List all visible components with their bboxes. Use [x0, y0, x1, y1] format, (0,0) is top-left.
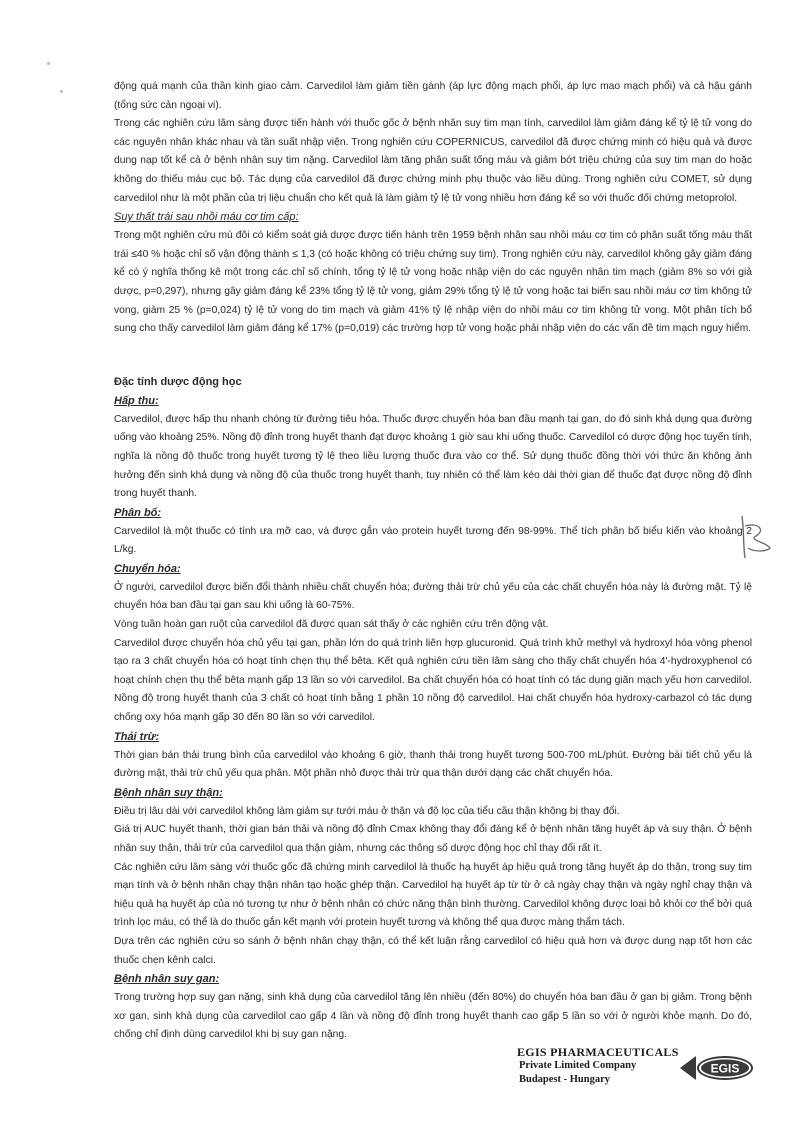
paragraph: Carvedilol là một thuốc có tính ưa mỡ cao, và được gắn vào protein huyết tương đến 98-99%. Thể tích phân bố biểu kiến vào khoảng 2 L/kg.	[114, 525, 752, 556]
paragraph: Dựa trên các nghiên cứu so sánh ở bệnh nhân chạy thận, có thể kết luận rằng carvedilol có hiệu quả hơn và được dung nạp tốt hơn các thuốc chẹn kênh calci.	[114, 935, 752, 966]
subheading-renal: Bệnh nhân suy thận:	[114, 786, 223, 799]
subheading-elimination: Thải trừ:	[114, 730, 160, 743]
subheading-distribution: Phân bố:	[114, 506, 162, 519]
company-type: Private Limited Company	[519, 1060, 637, 1071]
paragraph: Ở người, carvedilol được biến đổi thành nhiều chất chuyển hóa; đường thải trừ chủ yếu của các chất chuyển hóa này là đường mật. Tỷ lệ chuyển hóa ban đầu tại gan sau khi uống là 60-75%.	[114, 581, 752, 612]
subheading-metabolism: Chuyển hóa:	[114, 562, 181, 575]
paragraph: Carvedilol được chuyển hóa chủ yếu tại gan, phần lớn do quá trình liên hợp glucuronid. Quá trình khử methyl và hydroxyl hóa vòng phenol tạo ra 3 chất chuyển hóa có hoạt tính chẹn thụ thể bêta. Kết quả nghiên cứu tiền lâm sàng cho thấy chất chuyển hóa 4'-hydroxyphenol có hoạt chính chẹn thụ thể bêta mạnh gấp 13 lần so với carvedilol. Ba chất chuyển hóa có hoạt tính có tác dụng giãn mạch yếu hơn carvedilol. Nồng độ trong huyết thanh của 3 chất có hoạt tính bằng 1 phần 10 nồng độ carvedilol. Hai chất chuyển hóa hydroxy-carbazol có tác dụng chống oxy hóa mạnh gấp 30 đến 80 lần so với carvedilol.	[114, 637, 752, 724]
signature-mark	[736, 512, 776, 562]
scan-speck	[47, 62, 50, 65]
subheading-hepatic: Bệnh nhân suy gan:	[114, 973, 220, 986]
paragraph: động quá mạnh của thần kinh giao cảm. Carvedilol làm giảm tiền gánh (áp lực động mạch phổi, áp lực mao mạch phổi) và cả hậu gánh (tổng sức cản ngoại vi).	[114, 81, 752, 111]
document-body	[114, 78, 752, 1045]
company-location: Budapest - Hungary	[519, 1074, 611, 1085]
paragraph: Trong trường hợp suy gan nặng, sinh khả dụng của carvedilol tăng lên nhiều (đến 80%) do chuyển hóa ban đầu ở gan bị giảm. Trong bệnh xơ gan, sinh khả dụng của carvedilol cao gấp 4 lần và nồng độ đỉnh trong huyết thanh cao gấp 5 lần so với ở người khỏe mạnh. Do đó, chống chỉ định dùng carvedilol khi bị suy gan nặng.	[114, 992, 752, 1041]
logo-text: EGIS	[710, 1061, 740, 1076]
company-name: EGIS PHARMACEUTICALS	[517, 1045, 679, 1059]
paragraph: Các nghiên cứu lâm sàng với thuốc gốc đã chứng minh carvedilol là thuốc hạ huyết áp hiệu quả trong tăng huyết áp do thận, trong suy tim mạn tính và ở bệnh nhân chạy thận nhân tạo hoặc ghép thận. Carvedilol hạ huyết áp từ từ ở cả ngày chạy thận và ngày nghỉ chạy thận và hiệu quả hạ huyết áp của nó tương tự như ở bệnh nhân có chức năng thận bình thường. Carvedilol không được loại bỏ khỏi cơ thể bởi quá trình lọc máu, có thể là do thuốc gắn kết mạnh với protein huyết tương và không thể qua được màng thẩm tách.	[114, 861, 752, 929]
paragraph: Điều trị lâu dài với carvedilol không làm giảm sự tưới máu ở thận và độ lọc của tiểu cầu thận không bị thay đổi.	[114, 805, 620, 817]
paragraph: Vòng tuần hoàn gan ruột của carvedilol đã được quan sát thấy ở các nghiên cứu trên động vật.	[114, 619, 549, 631]
subheading-mi: Suy thất trái sau nhồi máu cơ tim cấp:	[114, 211, 299, 224]
paragraph: Thời gian bán thải trung bình của carvedilol vào khoảng 6 giờ, thanh thải trong huyết tương 500-700 mL/phút. Đường bài tiết chủ yếu là đường mật, thải trừ chủ yếu qua phân. Một phần nhỏ được thải trừ qua thận dưới dạng các chất chuyển hóa.	[114, 749, 752, 780]
paragraph: Trong các nghiên cứu lâm sàng được tiến hành với thuốc gốc ở bệnh nhân suy tim mạn tính, carvedilol làm giảm đáng kể tỷ lệ tử vong do các nguyên nhân khác nhau và tần suất nhập viện. Trong nghiên cứu COPERNICUS, carvedilol đã được chứng minh có hiệu quả và được dung nạp tốt kể cả ở bệnh nhân suy tim nặng. Carvedilol làm tăng phân suất tống máu và giảm bớt triệu chứng của suy tim mạn do hoặc không do thiếu máu cục bộ. Tác dụng của carvedilol đã được chứng minh phụ thuộc vào liều dùng. Trong nghiên cứu COMET, sử dụng carvedilol như là một phần của trị liệu chuẩn cho kết quả là làm giảm tỷ lệ tử vong nhiều hơn đáng kể so với thuốc đối chứng metoprolol.	[114, 118, 752, 204]
paragraph: Giá trị AUC huyết thanh, thời gian bán thải và nồng độ đỉnh Cmax không thay đổi đáng kể ở bệnh nhân tăng huyết áp và suy thận. Ở bệnh nhân suy thận, thải trừ của carvedilol qua thận giảm, nhưng các thông số dược động học chỉ thay đổi rất ít.	[114, 824, 752, 854]
scan-speck	[60, 90, 63, 93]
company-footer	[517, 1045, 772, 1087]
egis-logo	[680, 1055, 766, 1081]
paragraph: Carvedilol, được hấp thu nhanh chóng từ đường tiêu hóa. Thuốc được chuyển hóa ban đầu mạnh tại gan, do đó sinh khả dụng qua đường uống vào khoảng 25%. Nồng độ đỉnh trong huyết thanh đạt được khoảng 1 giờ sau khi uống thuốc. Carvedilol có dược động học tuyến tính, nghĩa là nồng độ thuốc trong huyết tương tỷ lệ theo liều lượng thuốc đưa vào cơ thể. Sử dụng thuốc đồng thời với thức ăn không ảnh hưởng đến sinh khả dụng và nồng độ của thuốc trong huyết thanh, tuy nhiên có thể làm kéo dài thời gian để thuốc đạt được nồng độ đỉnh trong huyết thanh.	[114, 413, 752, 500]
section-title: Đặc tính dược động học	[114, 375, 242, 388]
paragraph: Trong một nghiên cứu mù đôi có kiểm soát giả dược được tiến hành trên 1959 bệnh nhân sau nhồi máu cơ tim có phân suất tống máu thất trái ≤40 % hoặc chỉ số vận động thành ≤ 1,3 (có hoặc không có triệu chứng suy tim). Trong nghiên cứu này, carvedilol không gây giảm đáng kể có ý nghĩa thống kê một trong các chỉ số chính, tổng tỷ lệ tử vong hoặc nhập viện do các nguyên nhân tim mạch (giảm 8% so với giả dược, p=0,297), nhưng gây giảm đáng kể 23% tổng tỷ lệ tử vong, giảm 29% tổng tỷ lệ tử vong hoặc tai biến sau nhồi máu cơ tim không tử vong, giảm 25 % (p=0,024) tỷ lệ tử vong do tim mạch và giảm 41% tỷ lệ nhập viện do nhồi máu cơ tim không tử vong. Một phân tích bổ sung cho thấy carvedilol làm giảm đáng kể 17% (p=0,019) các trường hợp tử vong hoặc phải nhập viện do các vấn đề tim mạch nguy hiểm.	[114, 230, 752, 335]
subheading-absorption: Hấp thu:	[114, 394, 159, 407]
